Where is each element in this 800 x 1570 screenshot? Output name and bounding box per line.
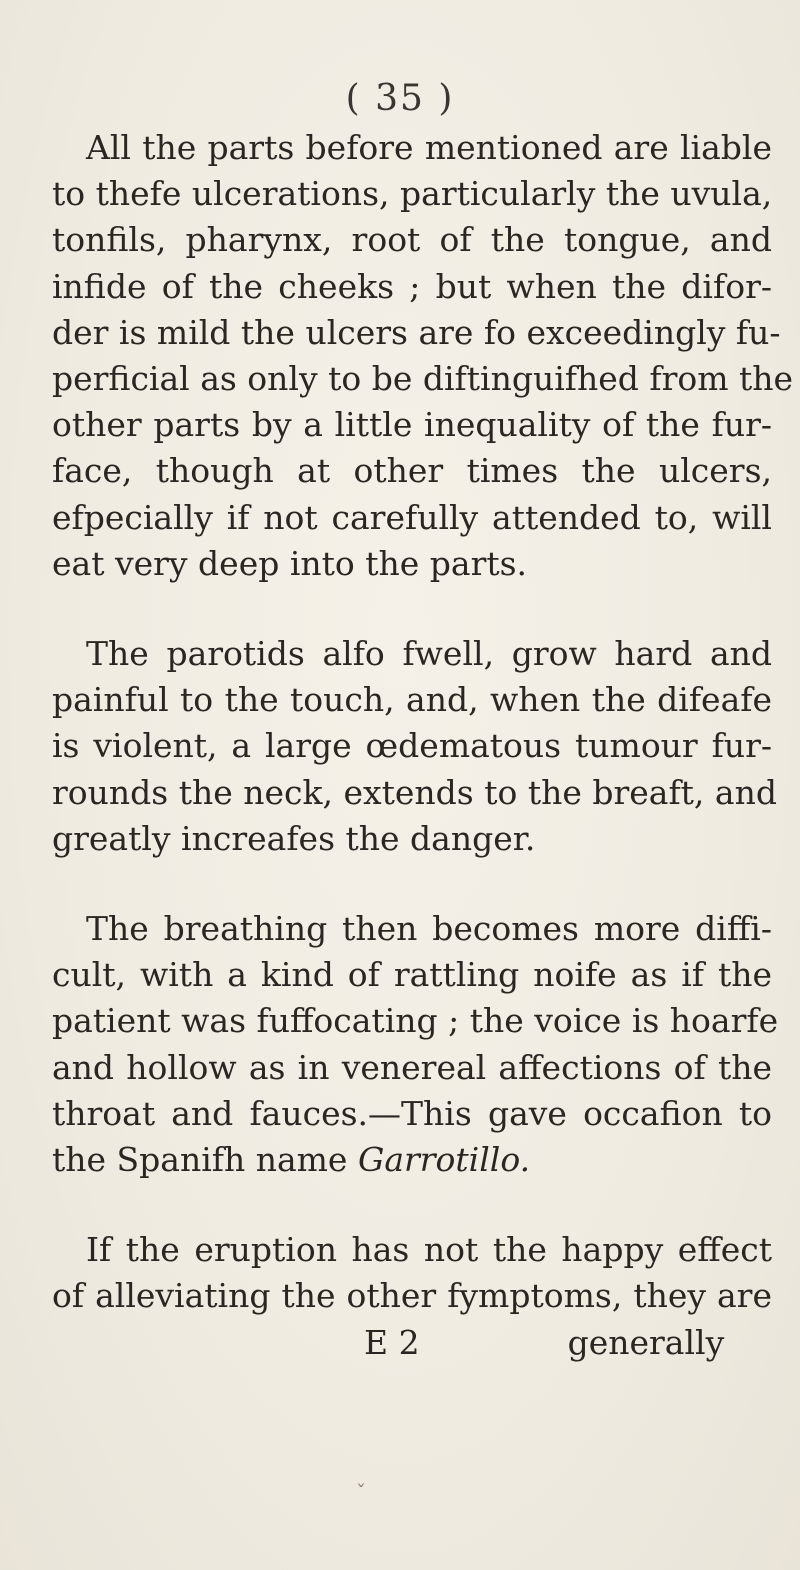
paragraph <box>52 1227 772 1319</box>
text-line: to thefe ulcerations, particularly the uvula, <box>52 174 773 214</box>
paragraph <box>52 125 794 587</box>
text-line: painful to the touch, and, when the difeafe <box>52 680 772 720</box>
text-line: perficial as only to be diftinguifhed from the <box>52 359 794 399</box>
text-line: and hollow as in venereal affections of the <box>52 1047 772 1087</box>
text-line: patient was fuffocating ; the voice is hoarfe <box>52 1001 779 1041</box>
text-line: The parotids alfo fwell, grow hard and <box>86 634 772 674</box>
text-line-start: the Spanifh name <box>52 1140 348 1180</box>
italic-term: Garrotillo. <box>357 1140 531 1180</box>
ink-blemish: ˇ <box>356 1480 366 1504</box>
paragraph-gap <box>52 587 772 631</box>
text-line: All the parts before mentioned are liable <box>86 128 772 167</box>
text-line: efpecially if not carefully attended to, will <box>52 497 772 537</box>
catchword: generally <box>567 1322 725 1362</box>
paragraph-gap <box>52 862 772 906</box>
text-line: throat and fauces.—This gave occafion to <box>52 1093 772 1133</box>
text-line: der is mild the ulcers are fo exceedingly fu- <box>52 312 781 352</box>
text-line: is violent, a large œdematous tumour fur- <box>52 726 772 766</box>
text-line: tonfils, pharynx, root of the tongue, and <box>52 220 772 260</box>
paragraph-gap <box>52 1183 772 1227</box>
text-line: infide of the cheeks ; but when the difor- <box>52 266 772 306</box>
signature-mark: E 2 <box>364 1322 420 1362</box>
body-text <box>52 125 794 1366</box>
paragraph <box>52 631 777 862</box>
text-line: face, though at other times the ulcers, <box>52 451 772 491</box>
text-line: cult, with a kind of rattling noife as if the <box>52 955 772 995</box>
page-footer <box>52 1320 772 1366</box>
text-line <box>52 1137 772 1183</box>
text-line: other parts by a little inequality of the fur- <box>52 405 772 445</box>
text-line: The breathing then becomes more diffi- <box>86 909 772 949</box>
text-line: If the eruption has not the happy effect <box>86 1230 772 1270</box>
paragraph <box>52 906 779 1183</box>
text-line: eat very deep into the parts. <box>52 543 528 583</box>
text-line: of alleviating the other fymptoms, they are <box>52 1276 772 1316</box>
page-number: ( 35 ) <box>345 78 455 119</box>
text-line: greatly increafes the danger. <box>52 818 536 858</box>
text-line: rounds the neck, extends to the breaft, and <box>52 772 777 812</box>
